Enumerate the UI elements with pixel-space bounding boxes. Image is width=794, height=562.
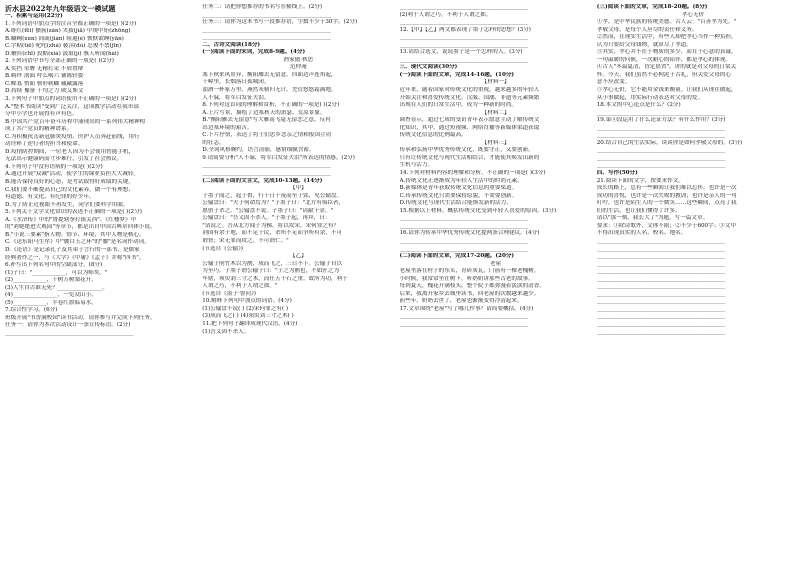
text-line: ______________________________________________ <box>202 170 331 177</box>
text-line: 每到夏天，槐花开满枝头，整个院子都弥漫着淡淡的清香。 <box>399 283 545 290</box>
text-line: ______________________________________________ <box>202 11 331 18</box>
text-line: 出边塞环境的艰苦。 <box>202 124 253 131</box>
text-line: B.中国共产党百年奋斗历程中涌现出的一系列伟大精神构 <box>5 118 146 125</box>
text-line: 孝心无价 <box>681 11 705 18</box>
text-line: 前些年，奶奶去世了，老屋也渐渐变得冷清起来。 <box>399 298 523 305</box>
text-line: ______________________________________________ <box>596 275 726 282</box>
text-line: 只有让传统文化与现代生活相结合，才能使其焕发出新的 <box>399 154 540 161</box>
text-line: ______________________________________________ <box>596 147 726 154</box>
text-line: ______________________________________________ <box>596 305 726 312</box>
text-line: B.嶙峋(xún) 间或(jiàn) 阻遏(è) 恹恹欲睡(yān) <box>5 35 124 42</box>
text-line: ______________________________________________ <box>202 162 331 169</box>
text-line: ______________________________________________ <box>596 283 726 290</box>
text-line: 请以"那一刻，我长大了"为题，写一篇文章。 <box>596 215 709 222</box>
text-line: ______________________________________________ <box>5 329 134 336</box>
text-line: "请说之。吾从北方闻子为梯，将以攻宋。宋何罪之有？ <box>202 222 340 229</box>
text-line: (3)成而飞之( ) (4)须臾刘三寸之木( ) <box>202 313 294 320</box>
text-line: (1)子曰："____________，可以为师矣。" <box>5 269 108 276</box>
text-line: ______________________________________________ <box>596 328 726 335</box>
text-line: A.传统文化正逐渐成为年轻人生活中的时尚元素。 <box>399 177 523 184</box>
text-line: 动诠释了逆行者的担当和使命。 <box>5 141 84 148</box>
text-line: 老屋 <box>490 260 502 267</box>
text-line: 四、写作(50分) <box>596 170 638 177</box>
text-line: 有道德、有文化、有纪律的好少年。 <box>5 194 95 201</box>
text-line: (一)阅读下面的文章，完成14-16题。(10分) <box>399 71 515 78</box>
text-line: 12.【甲】【乙】两文都表现了墨子怎样的思想？(3分) <box>399 26 531 33</box>
text-line: ①孝，是中华民族的传统美德。古人云："百善孝为先。" <box>596 19 737 26</box>
text-line: (2)利于人谓之巧，不利于人谓之拙。 <box>399 11 492 18</box>
text-line: ______________________________________________ <box>399 313 529 320</box>
text-line: (3)人生自古谁无死？________________。 <box>5 284 109 291</box>
text-line: (节选自《墨子·鲁问》) <box>202 290 256 297</box>
text-line: B.能否保持良好的心态，是考试取得好成绩的关键。 <box>5 179 134 186</box>
text-line: D.为了防止近视眼不再发生，同学们要科学用眼。 <box>5 201 129 208</box>
text-line: 【材料二】 <box>481 109 510 116</box>
text-line: 经典著作之一，与《大学》《中庸》《孟子》并称"四书"。 <box>5 254 145 261</box>
text-line: ______________________________________________ <box>399 215 529 222</box>
text-line: ______________________________________________ <box>399 34 529 41</box>
text-line: A.上片写景，描绘了边塞秋天的萧瑟、荒凉景象。 <box>202 109 326 116</box>
text-line: 意不应改变。 <box>596 79 631 86</box>
text-line: 出现在人们的日常生活中，成为一种新的时尚。 <box>399 102 517 109</box>
text-line: C.《送东阳马生序》中"腰白玉之环"的"腰"是名词作动词。 <box>5 239 150 246</box>
text-line: A.绯红(fēi) 攒簇(zǎn) 夹拔(jiā) 中规中矩(zhōng) <box>5 28 131 35</box>
text-line: 17.文章围绕"老屋"写了哪几件事？请简要概括。(4分) <box>399 305 534 312</box>
text-line: C.下片抒情，表达了将士们思乡念亲之情和报国立功 <box>202 132 332 139</box>
text-line: D.全词风格婉约，语言清丽，感情细腻含蓄。 <box>202 147 315 154</box>
text-line: C.我们要不断提高自己的文化素养，做一个有理想、 <box>5 186 134 193</box>
column-2 <box>202 4 394 558</box>
text-line: A."整本书阅读"受到广泛关注，这项教学活动在我市部 <box>5 103 140 110</box>
text-line: 【乙】 <box>289 253 307 260</box>
text-line: 20.结合自己的生活实际，谈谈你是如何孝敬父母的。(3分) <box>596 139 743 146</box>
text-line: 怀。今天，我们虽然不必拘泥于古礼，但关爱父母的心 <box>596 71 732 78</box>
text-line: 14.下列对材料内容的理解和分析，不正确的一项是( )(3分) <box>399 170 546 177</box>
text-line: 渔家傲·秋思 <box>283 56 314 63</box>
text-line: 成功的喜悦，也许是一次失败的教训；也许是亲人的一句 <box>596 192 737 199</box>
text-line: 4.下列句子中没有语病的一项是( )(2分) <box>5 163 103 170</box>
text-line: C.鳏寡 悄面 驯形刺蝴 藏藏露落 <box>5 80 84 87</box>
text-line: ______________________________________________ <box>596 245 726 252</box>
text-line: ②然而，在现实生活中，有些人却把孝心当作一种负担， <box>596 34 737 41</box>
text-line: (1)吾义固不杀人。 <box>202 328 250 335</box>
text-line: 调查显示，超过七成的受访青年表示愿意主动了解传统文 <box>399 117 540 124</box>
text-line: (节选自《公输》) <box>202 245 243 252</box>
text-line: ______________________________________________ <box>399 41 529 48</box>
text-line: ______________________________________________ <box>596 290 726 297</box>
text-line: (三)阅读下面的文章，完成18-20题。(8分) <box>596 4 708 10</box>
text-line: D.持续 豫备 千均之力 欧艾斯文 <box>5 88 84 95</box>
text-line: 公输子削竹木以为鹊，成而飞之，三日不下。公输子自以 <box>202 260 343 267</box>
text-line: 公输盘曰："夫子何命焉为？"子墨子曰："北方有侮臣者， <box>202 200 345 207</box>
text-line: ______________________________________________ <box>399 237 529 244</box>
text-line: ______________________________________________ <box>596 260 726 267</box>
text-line: 【材料三】 <box>481 139 510 146</box>
text-line: 荆国有余于地，而不足于民，杀所不足而争所有余，不可 <box>202 230 343 237</box>
text-line: D.疫情防控期间，一位老人因为不会使用智能手机， <box>5 148 135 155</box>
text-line: C.字帖(tiē) 叱咤(zhà) 亵渎(dú) 忍俊不禁(jīn) <box>5 43 122 50</box>
text-line: 子墨子闻之，起于鲁，行十日十夜而至于郢，见公输盘。 <box>202 192 343 199</box>
text-line: 三、现代文阅读(30分) <box>399 64 458 71</box>
text-line: ______________________________________________ <box>399 320 529 327</box>
column-3 <box>400 4 592 558</box>
text-line: 车辖，须臾刘三寸之木，而任五十石之重。故所为功，利于 <box>202 275 348 282</box>
text-line: 要求：①除诗歌外，文体不限；②不少于600字；③文中 <box>596 222 737 229</box>
text-line: 传统文化信息的比例最高。 <box>399 132 467 139</box>
text-line: 无法出示健康码而寸步难行，引发了社会热议。 <box>5 156 123 163</box>
text-line: 近年来，随着国家对传统文化的重视，越来越多的年轻人 <box>399 87 540 94</box>
column-4 <box>597 4 789 558</box>
text-line: 化知识，其中，通过短视频、网络直播等新媒体渠道获取 <box>399 124 540 131</box>
text-line: 成长的路上，总有一些瞬间让我们难以忘怀。也许是一次 <box>596 185 737 192</box>
text-line: (二)阅读下面的文章，完成17-20题。(20分) <box>399 253 515 260</box>
text-line: D.鞭笞(chī) 狡黠(xiá) 汲取(jí) 骇人听闻(hài) <box>5 50 119 57</box>
text-line: 二、古诗文阅读(18分) <box>202 41 261 48</box>
text-line: C.传承传统文化只需要保持原貌，不需要创新。 <box>399 192 518 199</box>
text-line: 18.本文的中心论点是什么？(2分) <box>596 102 681 109</box>
text-line: 范仲淹 <box>289 64 307 71</box>
text-line: 们的生活，也让我们懂得了许多。 <box>596 207 681 214</box>
text-line: 老屋坐落在村子的东头，青砖灰瓦，门前有一棵老槐树。 <box>399 268 540 275</box>
text-line: A.通过开展"双减"活动，使学生的课业负担大大减轻。 <box>5 171 140 178</box>
text-line: 2.下列词语中书写全部正确的一项是( )(2分) <box>5 58 114 65</box>
text-line: ______________________________________________ <box>399 4 529 10</box>
text-line: ______________________________________________ <box>202 26 331 33</box>
text-line: 为至巧。子墨子谓公输子曰："子之为鹊也，不如匠之为 <box>202 268 340 275</box>
text-line: 沂水县2022年九年级语文一模试题 <box>5 4 116 13</box>
text-line: (2)____________，千树万树梨花开。 <box>5 277 97 284</box>
text-line: ______________________________________________ <box>399 19 529 26</box>
column-1 <box>5 4 197 558</box>
text-line: 孝敬父母，是每个人应尽的责任和义务。 <box>596 26 698 33</box>
text-line: 浊酒一杯家万里，燕然未勒归无计。羌管悠悠霜满地。 <box>202 87 337 94</box>
text-line: 11.把下列句子翻译成现代汉语。(4分) <box>202 320 298 327</box>
text-line: ______________________________________________ <box>596 298 726 305</box>
text-line: ______________________________________________ <box>596 132 726 139</box>
text-line: 6.补写出下列名句中的空缺部分。(8分) <box>5 262 103 269</box>
text-line: D.传统文化与现代生活结合能焕发新的活力。 <box>399 200 512 207</box>
text-line: B."衡阳雁去无留意"写大雁南飞毫无留恋之意，反衬 <box>202 117 331 124</box>
text-line: ______________________________________________ <box>399 56 529 63</box>
text-line: 公输盘曰："吾义固不杀人。"子墨子起，再拜，曰： <box>202 215 331 222</box>
text-line: D.《论语》是记录孔子及其弟子言行的一部书，是儒家 <box>5 246 140 253</box>
text-line: 任务一：请你为本次活动设计一条宣传标语。(2分) <box>5 322 131 329</box>
text-line: (二)阅读下面的文言文，完成10-13题。(14分) <box>202 177 323 184</box>
text-line: 人谓之巧，不利于人谓之拙。" <box>202 283 278 290</box>
text-line: (5)____________，半卷红旗临易水。 <box>5 299 97 306</box>
text-line: 开始关注和喜爱传统文化。汉服、国潮、非遗等元素频繁 <box>399 94 540 101</box>
text-line: 16.请你为传承中华优秀传统文化提两条合理建议。(4分) <box>399 230 540 237</box>
text-line: (一)阅读下面的宋词，完成8-9题。(4分) <box>202 49 306 56</box>
text-line: 3.下列句子中加点的词语使用不正确的一项是( )(2分) <box>5 96 137 103</box>
text-line: C.为积极抗击新冠肺炎疫情，医护人员奔赴前线，用行 <box>5 133 140 140</box>
text-line: 15.根据以上材料，概括传统文化受到年轻人喜爱的原因。(3分) <box>399 207 557 214</box>
text-line: A.奖挡 荣膺 无精打采 不屑置辩 <box>5 65 84 72</box>
text-line: 不得出现真实的人名、校名、地名。 <box>596 230 687 237</box>
text-line: 传承和弘扬中华优秀传统文化，既要守正，又要创新。 <box>399 147 534 154</box>
text-line: 任务二：请把你想推荐的书名写在横线上。(2分) <box>202 4 323 10</box>
text-line: ______________________________________________ <box>596 154 726 161</box>
text-line: 人不寐，将军白发征夫泪。 <box>202 94 270 101</box>
text-line: B.羁绊 剖面 呼么喝六 铺陈轻姿 <box>5 73 84 80</box>
text-line: (1)公输盘不说( ) (2)宋何罪之有( ) <box>202 305 289 312</box>
text-line: ______________________________________________ <box>202 34 331 41</box>
text-line: 千嶂里，长烟落日孤城闭。 <box>202 79 270 86</box>
text-line: 塞下秋来风景异，衡阳雁去无留意。四面边声连角起， <box>202 71 337 78</box>
text-line: 分中小学也开展得有声有色。 <box>5 111 78 118</box>
text-line: 19.第④段运用了什么论证方法？有什么作用？(3分) <box>596 117 726 124</box>
text-line: B.新媒体是青年获取传统文化信息的重要渠道。 <box>399 185 518 192</box>
text-line: ______________________________________________ <box>399 245 529 252</box>
text-line: 5.下列关于文学文化常识的表述不正确的一项是( )(2分) <box>5 209 142 216</box>
text-line: ⑤孝心无价，它不能用金钱来衡量。让我们从现在做起， <box>596 87 737 94</box>
text-line: 叮咛，也许是陌生人的一个微笑……这些瞬间，点亮了我 <box>596 200 737 207</box>
text-line: 班级开展"书香满校园"读书活动，请你参与并完成下列任务。 <box>5 314 156 321</box>
text-line: ③其实，孝心并不在于物质的多少，而在于心意的真诚。 <box>596 49 737 56</box>
text-line: 的壮志。 <box>202 139 225 146</box>
text-line: 9.请简要分析"人不寐，将军白发征夫泪"所表达的情感。(2分) <box>202 154 355 161</box>
text-line: 从小事做起，用实际行动表达对父母的爱。 <box>596 94 704 101</box>
text-line: 认为只要给父母钱物，就算尽了孝道。 <box>596 41 692 48</box>
text-line: 一、积累与运用(22分) <box>5 13 63 19</box>
text-line: ______________________________________________ <box>596 320 726 327</box>
text-line: 10.解释下列句中加点的词语。(4分) <box>202 298 292 305</box>
text-line: ______________________________________________ <box>399 222 529 229</box>
text-line: 8.下列对这首词的理解和赏析，不正确的一项是( )(2分) <box>202 102 340 109</box>
text-line: ______________________________________________ <box>596 268 726 275</box>
text-line: ______________________________________________ <box>596 237 726 244</box>
text-line: 生机与活力。 <box>399 162 434 169</box>
text-line: 7.综合性学习。(6分) <box>5 307 58 314</box>
text-line: 21.阅读下面的文字，按要求作文。 <box>596 177 684 184</box>
text-line: ④古人"冬温夏凊，昏定晨省"，讲的就是对父母的日常关 <box>596 64 737 71</box>
text-line: ______________________________________________ <box>596 109 726 116</box>
text-line: (4)________________，一览众山小。 <box>5 292 97 299</box>
text-line: 1.下列词语中加点字的注音全都正确的一项是( )(2分) <box>5 20 137 27</box>
text-line: 13.请结合选文，说说墨子是一个怎样的人。(3分) <box>399 49 523 56</box>
text-line: A.《水浒传》中的"鲁提辖拳打镇关西"、《红楼梦》中 <box>5 216 137 223</box>
text-line: 成了共产党员的精神谱系。 <box>5 126 73 133</box>
text-line: 小时候，我常常坐在树下，听奶奶讲那些古老的故事。 <box>399 275 534 282</box>
text-line: 【材料一】 <box>481 79 510 86</box>
text-line: ______________________________________________ <box>596 313 726 320</box>
text-line: 【甲】 <box>289 185 307 192</box>
text-line: 谓智；宋无罪而攻之，不可谓仁。" <box>202 237 289 244</box>
text-line: ______________________________________________ <box>596 124 726 131</box>
text-line: B."小说三要素"指人物、情节、环境，其中人物是核心。 <box>5 231 145 238</box>
text-line: ______________________________________________ <box>596 162 726 169</box>
text-line: ______________________________________________ <box>596 253 726 260</box>
text-line: 一句温暖的问候，一次耐心的陪伴，都是孝心的体现。 <box>596 56 732 63</box>
text-line: 的"刘姥姥进大观园"等章节，都是出自中国古典章回体小说。 <box>5 224 156 231</box>
text-line: 任务三：请你为这本书写一段推荐语，字数不少于30字。(2分) <box>202 19 358 26</box>
text-line: 愿借子杀之。"公输盘不说。子墨子曰："请献十金。" <box>202 207 334 214</box>
text-line: 后来，我离开家乡去城里读书，回老屋的次数越来越少。 <box>399 290 540 297</box>
